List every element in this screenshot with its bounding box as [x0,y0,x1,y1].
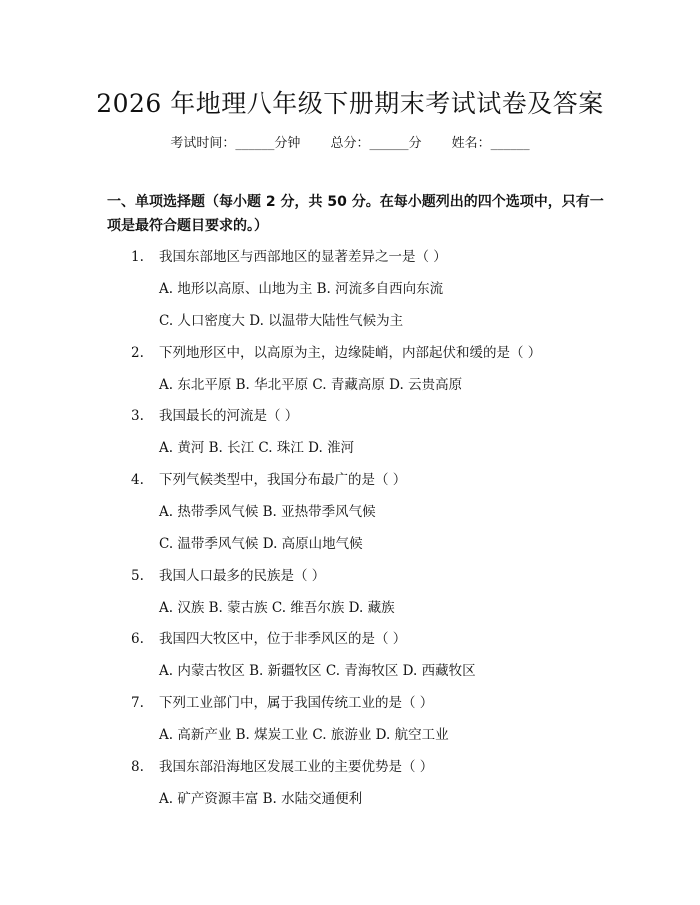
exam-title: 2026 年地理八年级下册期末考试试卷及答案 [96,89,604,118]
question-text: 我国人口最多的民族是（ ） [159,568,326,584]
question-text: 我国最长的河流是（ ） [159,408,299,424]
question-text: 我国四大牧区中，位于非季风区的是（ ） [159,631,407,647]
question-text: 我国东部地区与西部地区的显著差异之一是（ ） [159,249,447,265]
question-number: 4. [131,472,144,488]
question-1-options-line-2: C. 人口密度大 D. 以温带大陆性气候为主 [159,313,404,329]
question-8-options-line-1: A. 矿产资源丰富 B. 水陆交通便利 [159,791,363,807]
question-number: 8. [131,759,144,775]
question-text: 下列地形区中，以高原为主，边缘陡峭，内部起伏和缓的是（ ） [159,345,542,361]
question-number: 5. [131,568,144,584]
question-3-options-line-1: A. 黄河 B. 长江 C. 珠江 D. 淮河 [159,440,355,456]
exam-time-field: 考试时间：______分钟 [170,136,301,151]
question-2-options-line-1: A. 东北平原 B. 华北平原 C. 青藏高原 D. 云贵高原 [159,377,463,393]
question-6 [131,627,406,647]
section-heading: 一、单项选择题（每小题 2 分，共 50 分。在每小题列出的四个选项中，只有一项是最符合题目要求的。） [107,194,604,234]
question-number: 1. [131,249,144,265]
question-text: 下列工业部门中，属于我国传统工业的是（ ） [159,695,434,711]
question-5-options-line-1: A. 汉族 B. 蒙古族 C. 维吾尔族 D. 藏族 [159,600,395,616]
question-1-options-line-1: A. 地形以高原、山地为主 B. 河流多自西向东流 [159,281,444,297]
question-3 [131,404,298,424]
question-4 [131,468,406,488]
question-2 [131,341,541,361]
question-5 [131,564,325,584]
question-4-options-line-2: C. 温带季风气候 D. 高原山地气候 [159,536,363,552]
question-4-options-line-1: A. 热带季风气候 B. 亚热带季风气候 [159,504,376,520]
question-8 [131,755,433,775]
total-score-field: 总分：______分 [330,136,422,151]
question-number: 2. [131,345,144,361]
question-number: 6. [131,631,144,647]
student-name-field: 姓名：______ [451,136,530,151]
question-text: 我国东部沿海地区发展工业的主要优势是（ ） [159,759,434,775]
question-text: 下列气候类型中，我国分布最广的是（ ） [159,472,407,488]
question-6-options-line-1: A. 内蒙古牧区 B. 新疆牧区 C. 青海牧区 D. 西藏牧区 [159,663,476,679]
question-1 [131,245,447,265]
question-number: 3. [131,408,144,424]
exam-info-line [0,132,700,151]
question-number: 7. [131,695,144,711]
question-7 [131,691,433,711]
question-7-options-line-1: A. 高新产业 B. 煤炭工业 C. 旅游业 D. 航空工业 [159,727,449,743]
